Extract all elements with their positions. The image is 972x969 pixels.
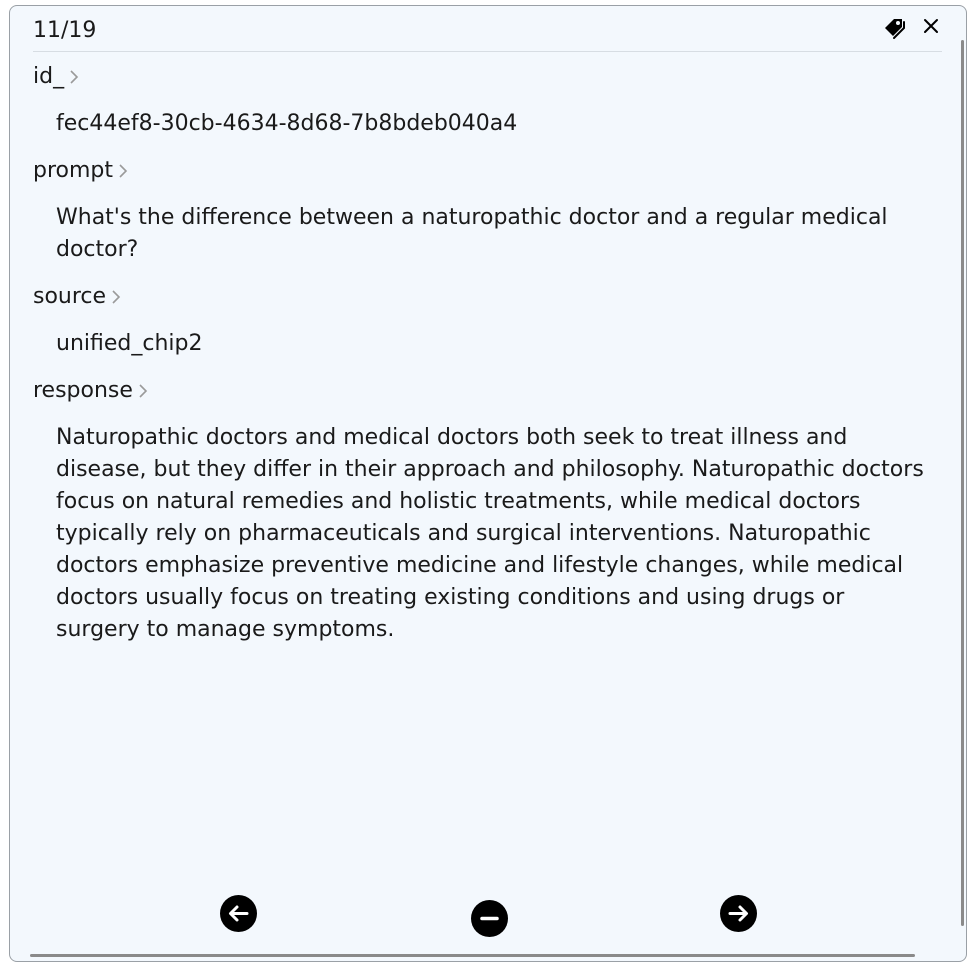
field-key-prompt[interactable] <box>33 156 926 186</box>
minus-icon <box>471 900 508 937</box>
record-viewer-window <box>9 5 967 962</box>
horizontal-scrollbar[interactable] <box>30 954 915 957</box>
field-value-response: Naturopathic doctors and medical doctors both seek to treat illness and disease, but they differ in their approach and philosophy. Naturopathic doctors focus on natural remedies and holistic treatments, while medical doctors typically rely on pharmaceuticals and surgical interventions. Naturopathic doctors emphasize preventive medicine and lifestyle changes, while medical doctors usually focus on treating existing conditions and using drugs or surgery to manage symptoms. <box>56 425 924 642</box>
next-button[interactable] <box>720 895 757 932</box>
field-value-source: unified_chip2 <box>56 331 203 356</box>
close-icon <box>920 15 942 37</box>
tag-icon <box>880 14 908 42</box>
record-content <box>33 62 926 662</box>
field-key-source[interactable] <box>33 282 926 312</box>
tag-button[interactable] <box>880 14 908 42</box>
field-key-label: prompt <box>33 158 114 183</box>
chevron-right-icon <box>137 382 149 400</box>
field-key-label: response <box>33 378 133 403</box>
chevron-right-icon <box>68 68 80 86</box>
header <box>33 6 942 52</box>
field-key-id[interactable] <box>33 62 926 92</box>
field-key-response[interactable] <box>33 376 926 406</box>
chevron-right-icon <box>110 288 122 306</box>
chevron-right-icon <box>117 162 129 180</box>
vertical-scrollbar[interactable] <box>961 40 964 926</box>
field-value-prompt: What's the difference between a naturopathic doctor and a regular medical doctor? <box>56 205 888 262</box>
field-key-label: source <box>33 284 107 309</box>
previous-button[interactable] <box>220 895 257 932</box>
arrow-right-icon <box>720 895 757 932</box>
record-counter: 11/19 <box>33 18 97 43</box>
arrow-left-icon <box>220 895 257 932</box>
field-value-id: fec44ef8-30cb-4634-8d68-7b8bdeb040a4 <box>56 111 518 136</box>
field-key-label: id_ <box>33 64 65 89</box>
remove-button[interactable] <box>471 900 508 937</box>
close-button[interactable] <box>920 15 942 37</box>
